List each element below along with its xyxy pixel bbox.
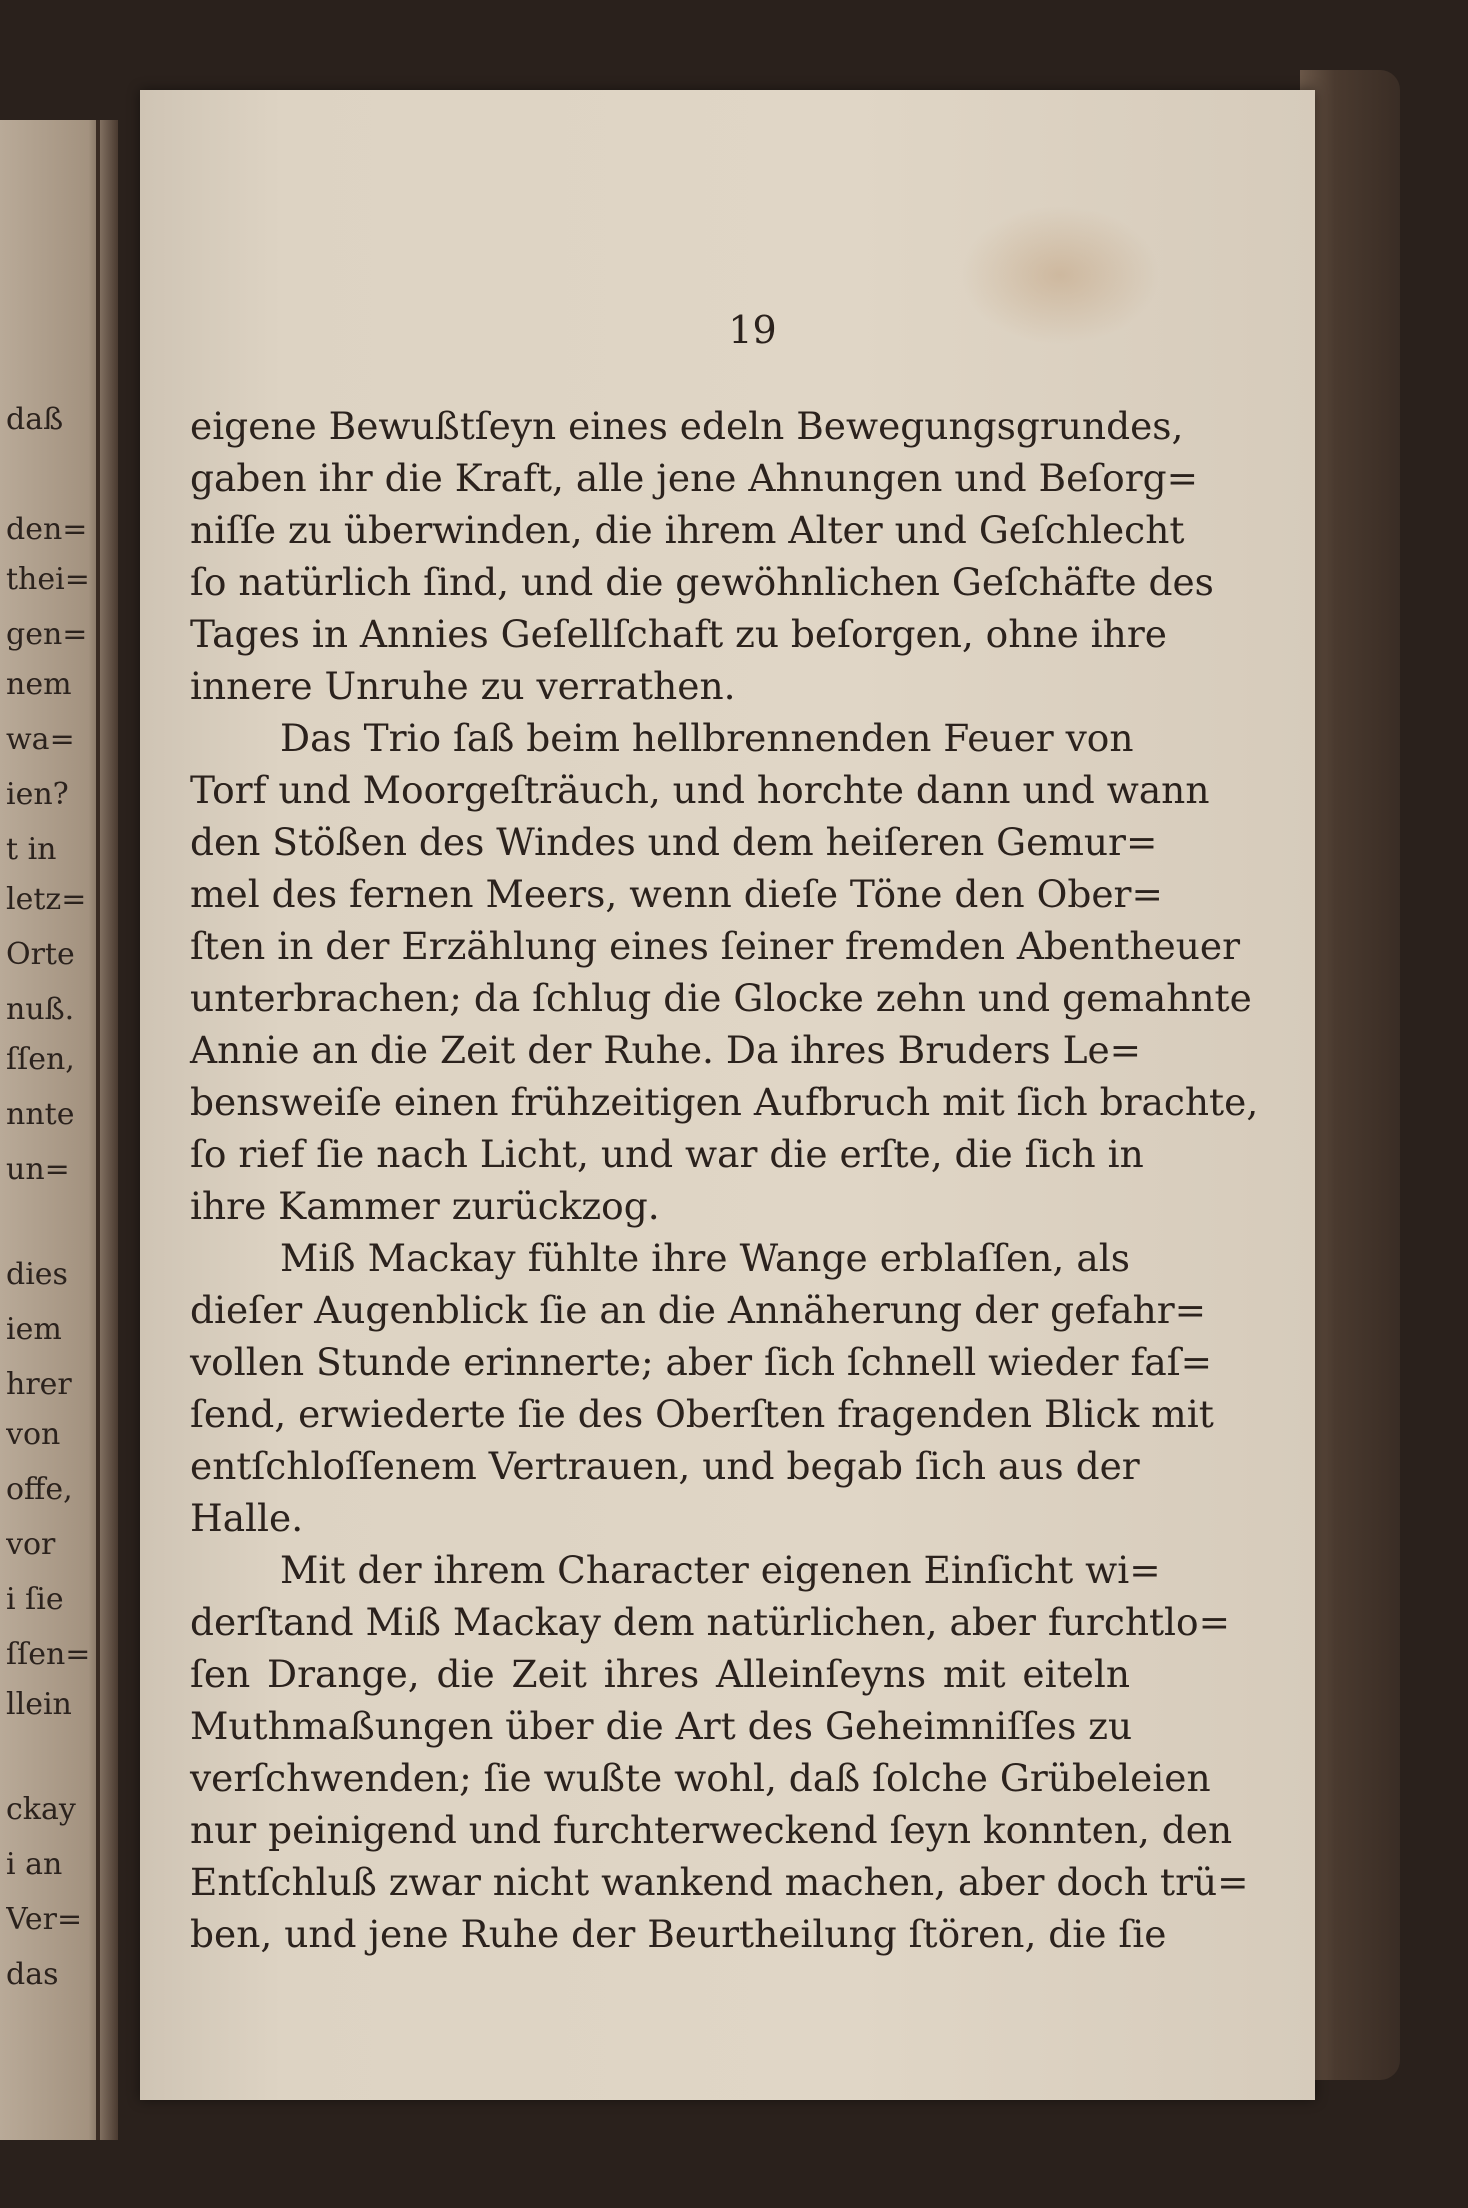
- text-line: Tages in Annies Geſellſchaft zu beſorgen, ohne ihre: [190, 612, 1167, 656]
- left-page-fragment: offe,: [6, 1472, 73, 1507]
- text-line: derſtand Miß Mackay dem natürlichen, aber furchtlo=: [190, 1600, 1231, 1644]
- text-line: Muthmaßungen über die Art des Geheimniſſes zu: [190, 1704, 1133, 1748]
- left-page-fragment: wa=: [6, 722, 75, 757]
- text-line: Halle.: [190, 1496, 304, 1540]
- left-page-fragment: daß: [6, 402, 64, 437]
- page-number: 19: [728, 308, 777, 352]
- left-page-fragment: dies: [6, 1257, 68, 1292]
- left-page-fragment: t in: [6, 832, 57, 867]
- left-page-fragment: vor: [6, 1527, 56, 1562]
- left-page-fragment: iem: [6, 1312, 62, 1347]
- text-line: vollen Stunde erinnerte; aber ſich ſchnell wieder faſ=: [190, 1340, 1213, 1384]
- text-line: innere Unruhe zu verrathen.: [190, 664, 736, 708]
- left-page-fragment: nnte: [6, 1097, 75, 1132]
- left-page-fragment: von: [6, 1417, 61, 1452]
- book-cover-edge: [1300, 70, 1400, 2080]
- text-line: ſten in der Erzählung eines ſeiner fremden Abentheuer: [190, 924, 1240, 968]
- left-page-fragment: ſſen,: [6, 1042, 75, 1077]
- text-line: ſo rief ſie nach Licht, und war die erſte, die ſich in: [190, 1132, 1144, 1176]
- text-line: mel des fernen Meers, wenn dieſe Töne den Ober=: [190, 872, 1163, 916]
- gutter-line: [96, 120, 100, 2140]
- text-line: eigene Bewußtſeyn eines edeln Bewegungsgrundes,: [190, 404, 1184, 448]
- text-line: ben, und jene Ruhe der Beurtheilung ſtören, die ſie: [190, 1912, 1167, 1956]
- text-line: ſend, erwiederte ſie des Oberſten fragenden Blick mit: [190, 1392, 1214, 1436]
- left-page-fragment: ſſen=: [6, 1637, 91, 1672]
- left-page-fragment: un=: [6, 1152, 70, 1187]
- left-page-fragment: nem: [6, 667, 72, 702]
- text-line: nur peinigend und furchterweckend ſeyn konnten, den: [190, 1808, 1233, 1852]
- text-line: ſen Drange, die Zeit ihres Alleinſeyns mit eiteln: [190, 1652, 1130, 1696]
- left-page-fragment: Orte: [6, 937, 75, 972]
- text-line: unterbrachen; da ſchlug die Glocke zehn und gemahnte: [190, 976, 1252, 1020]
- text-line: Annie an die Zeit der Ruhe. Da ihres Bruders Le=: [190, 1028, 1142, 1072]
- text-line: ſo natürlich ſind, und die gewöhnlichen Geſchäfte des: [190, 560, 1214, 604]
- left-page-fragment: ckay: [6, 1792, 76, 1827]
- left-page-fragment: i an: [6, 1847, 63, 1882]
- left-page-fragment: das: [6, 1957, 59, 1992]
- text-line: gaben ihr die Kraft, alle jene Ahnungen und Beſorg=: [190, 456, 1199, 500]
- text-line: ihre Kammer zurückzog.: [190, 1184, 660, 1228]
- left-page-fragment: nuß.: [6, 992, 75, 1027]
- text-line: Entſchluß zwar nicht wankend machen, aber doch trü=: [190, 1860, 1249, 1904]
- left-page-fragment: gen=: [6, 617, 88, 652]
- text-line: verſchwenden; ſie wußte wohl, daß ſolche Grübeleien: [190, 1756, 1211, 1800]
- text-line: den Stößen des Windes und dem heiſeren Gemur=: [190, 820, 1158, 864]
- left-page-fragment: den=: [6, 512, 88, 547]
- text-line: dieſer Augenblick ſie an die Annäherung der gefahr=: [190, 1288, 1207, 1332]
- text-line: Torf und Moorgeſträuch, und horchte dann und wann: [190, 768, 1210, 812]
- left-page-fragment: letz=: [6, 882, 87, 917]
- text-line: Miß Mackay fühlte ihre Wange erblaſſen, als: [280, 1236, 1130, 1280]
- text-line: Das Trio ſaß beim hellbrennenden Feuer von: [280, 716, 1134, 760]
- text-line: entſchloſſenem Vertrauen, und begab ſich aus der: [190, 1444, 1140, 1488]
- text-line: Mit der ihrem Character eigenen Einſicht wi=: [280, 1548, 1161, 1592]
- text-line: niſſe zu überwinden, die ihrem Alter und Geſchlecht: [190, 508, 1185, 552]
- left-page-fragment: i ſie: [6, 1582, 64, 1617]
- left-page-fragment: thei=: [6, 562, 90, 597]
- text-line: bensweiſe einen frühzeitigen Aufbruch mit ſich brachte,: [190, 1080, 1259, 1124]
- left-page-fragment: Ver=: [6, 1902, 83, 1937]
- left-page-fragment: hrer: [6, 1367, 72, 1402]
- left-page-fragment: ien?: [6, 777, 69, 812]
- left-page-fragment: llein: [6, 1687, 72, 1722]
- page-text: [190, 400, 1259, 1960]
